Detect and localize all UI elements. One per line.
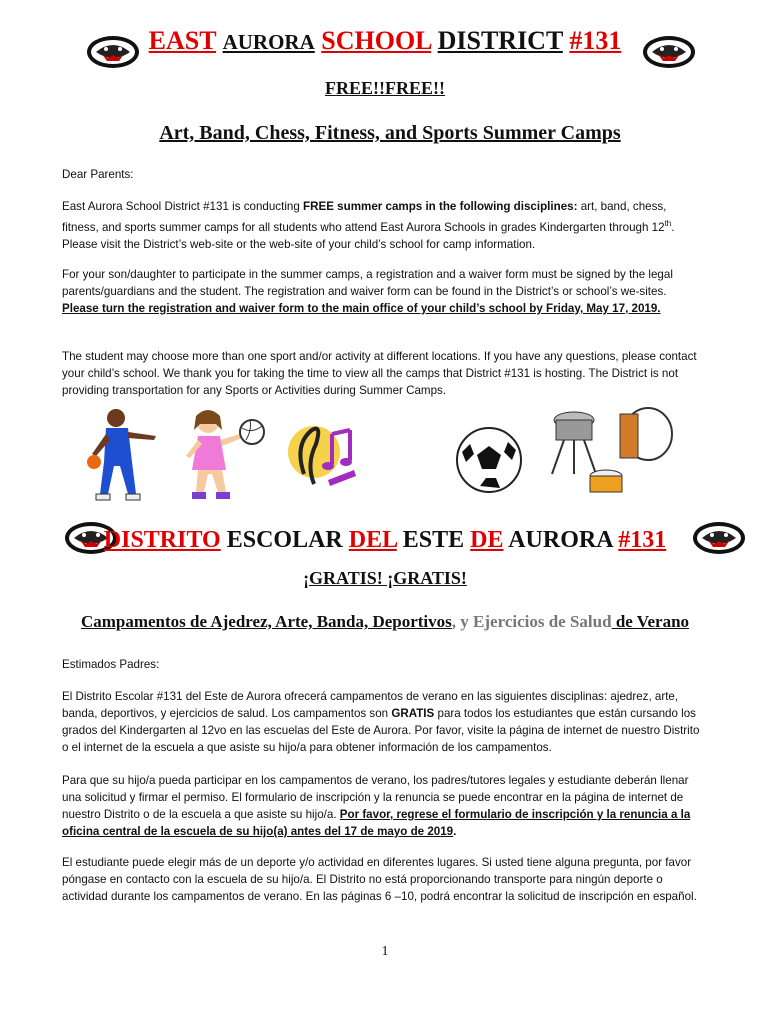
text-span: For your son/daughter to participate in the summer camps, a registration and a waiver form must be signed by the legal parents/guardians and the student. The registration and waiver form can be found in the District’s or school’s we-sites. — [62, 268, 673, 298]
page-number: 1 — [381, 944, 389, 959]
text-span-gray: , y Ejercicios de Salud — [451, 612, 612, 631]
title-number: #131 — [618, 527, 667, 553]
text-span: Campamentos de Ajedrez, Arte, Banda, Deportivos — [80, 612, 452, 631]
text-bold-underline: Please turn the registration and waiver form to the main office of your child’s school by Friday, May 17, 2019. — [62, 302, 661, 315]
spanish-paragraph-1 — [62, 688, 702, 756]
english-paragraph-1 — [62, 198, 702, 253]
title-escolar: ESCOLAR — [226, 527, 343, 553]
text-span: Para que su hijo/a pueda participar en los campamentos de verano, los padres/tutores legales y estudiante deberán llenar una solicitud y firmar el permiso. El formulario de inscripción y la renuncia se puede encontrar en la página de internet de nuestro Distrito o de la escuela a que asiste su hijo/a. — [62, 774, 689, 821]
text-span: art, band, chess, fitness, and sports summer camps for all students who attend East Aurora Schools in grades Kindergarten through 12 — [62, 200, 667, 234]
title-distrito: DISTRITO — [103, 527, 221, 553]
text-span: . Por favor, visite la página de internet de nuestro Distrito o el internet de la escuela a que asiste su hijo/a para obtener información de los campamentos. — [62, 724, 700, 754]
english-paragraph-2 — [62, 266, 702, 317]
text-span: para todos los estudiantes que están cursando los grados del Kindergarten al 12vo en las escuelas del Este de Aurora — [62, 707, 696, 737]
spanish-paragraph-3: El estudiante puede elegir más de un deporte y/o actividad en diferentes lugares. Si usted tiene alguna pregunta, por favor póngase en contacto con la escuela de su hijo/a. El Distrito no está proporcionando transporte para ningún deporte o actividad durante los campamentos de verano. En las páginas 6 –10, podrá encontrar la solicitud de inscripción en español. — [62, 856, 697, 903]
spanish-camps-heading — [0, 612, 770, 632]
title-de: DE — [470, 527, 504, 553]
title-aurora: AURORA — [222, 30, 315, 54]
soccer-ball-icon — [452, 404, 526, 494]
basketball-player-icon — [82, 404, 170, 504]
title-district: DISTRICT — [437, 26, 563, 55]
title-east: EAST — [148, 26, 217, 55]
text-span: de Verano — [611, 612, 690, 631]
title-number: #131 — [569, 26, 622, 55]
drums-icon — [544, 404, 674, 504]
title-del: DEL — [348, 527, 397, 553]
english-paragraph-3: The student may choose more than one sport and/or activity at different locations. If you have any questions, please contact your child’s school. We thank you for taking the time to view all the camps that District #131 is hosting. The District is not providing transportation for any Sports or Activities during Summer Camps. — [62, 350, 697, 397]
text-bold: . — [453, 825, 457, 838]
text-span: El Distrito Escolar #131 del Este de Aurora ofrecerá campamentos de verano en las siguientes disciplinas: ajedrez, arte, banda, deportivos, y ejercicios de salud. Los campamentos son — [62, 690, 679, 720]
title-este: ESTE — [402, 527, 465, 553]
music-notes-icon — [284, 404, 370, 500]
english-greeting: Dear Parents: — [62, 168, 134, 181]
gratis-heading: ¡GRATIS! ¡GRATIS! — [303, 568, 467, 588]
spanish-title — [0, 524, 770, 556]
free-heading: FREE!!FREE!! — [325, 78, 445, 98]
page-title — [0, 24, 770, 59]
spanish-greeting: Estimados Padres: — [62, 658, 160, 671]
text-span: East Aurora School District #131 is conducting — [62, 200, 304, 213]
text-span: . Please visit the District’s web-site or the web-site of your child’s school for camp information. — [62, 220, 675, 251]
title-aurora: AURORA — [508, 527, 613, 553]
title-school: SCHOOL — [321, 26, 432, 55]
volleyball-girl-icon — [176, 404, 270, 504]
superscript: th — [664, 219, 672, 228]
spanish-paragraph-2 — [62, 772, 702, 840]
text-bold-underline: Por favor, regrese el formulario de inscripción y la renuncia a la oficina central de la escuela de su hijo(a) antes del 17 de mayo de 2019 — [62, 808, 691, 838]
text-bold: FREE summer camps in the following disciplines: — [303, 200, 578, 213]
text-bold: GRATIS — [391, 707, 435, 720]
camps-heading: Art, Band, Chess, Fitness, and Sports Summer Camps — [159, 122, 621, 144]
